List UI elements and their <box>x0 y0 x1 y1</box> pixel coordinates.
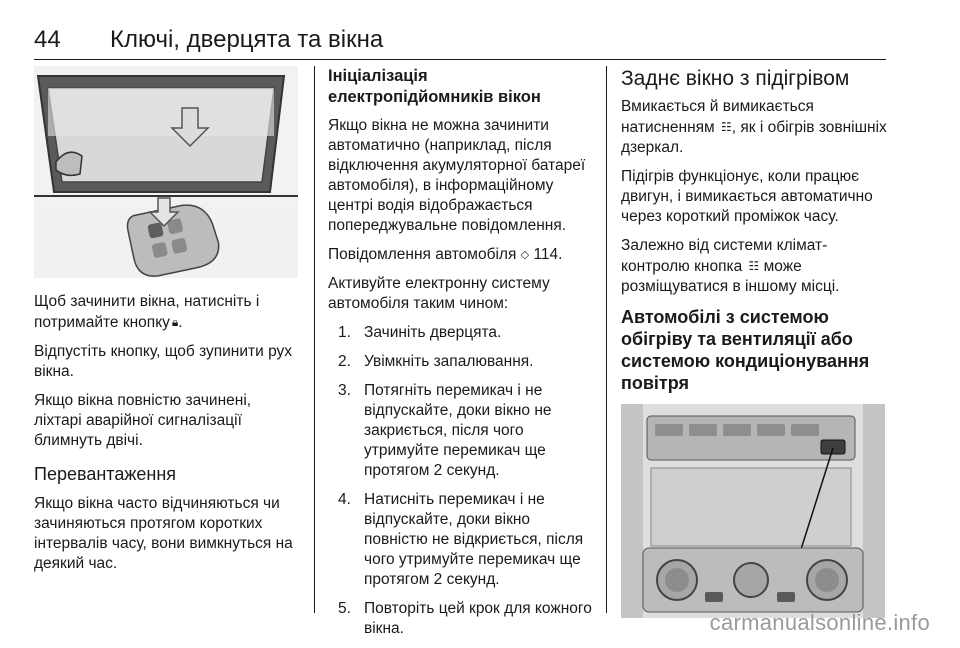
page-ref-link[interactable]: 114. <box>533 246 563 263</box>
steps-list <box>328 323 596 639</box>
page-header <box>34 26 886 54</box>
watermark: carmanualsonline.info <box>709 610 930 635</box>
list-item: 2. Увімкніть запалювання. <box>338 353 534 370</box>
column-left <box>34 66 302 583</box>
paragraph-activate-system: Активуйте електронну систему автомобіля таким чином: <box>328 275 550 312</box>
column-right <box>621 66 893 618</box>
page-ref-arrow-icon: ◇ <box>520 249 530 261</box>
lock-key-icon: 🔒︎ <box>171 315 179 329</box>
list-item: 5. Повторіть цей крок для кожного вікна. <box>338 600 592 637</box>
column-middle <box>328 66 596 648</box>
list-item: 4. Натисніть перемикач і не відпускайте, доки вікно повністю не відкриється, після чого утримуйте перемикач ще протягом 2 секунд. <box>338 491 584 588</box>
paragraph-init-warning: Якщо вікна не можна зачинити автоматично (наприклад, після відключення акумуляторної батареї автомобіля), в інформаційному центрі водія відображається попереджувальне повідомлення. <box>328 117 586 234</box>
heading-rear-window-heated: Заднє вікно з підігрівом <box>621 67 850 90</box>
heading-init-windows: Ініціалізація електропідйомників вікон <box>328 67 541 106</box>
column-divider-1 <box>314 66 315 613</box>
paragraph-hazard-lights: Якщо вікна повністю зачинені, ліхтарі аварійної сигналізації блимнуть двічі. <box>34 392 252 449</box>
header-rule <box>34 59 886 60</box>
paragraph-vehicle-messages: Повідомлення автомобіля ◇ 114. <box>328 246 563 263</box>
paragraph-release-button: Відпустіть кнопку, щоб зупинити рух вікна. <box>34 343 293 380</box>
rear-defrost-icon: ☷ <box>748 259 760 273</box>
heading-overload: Перевантаження <box>34 464 177 484</box>
paragraph-rear-toggle: Вмикається й вимикається натисненням ☷, як і обігрів зовнішніх дзеркал. <box>621 98 887 156</box>
page-title: Ключі, дверцята та вікна <box>110 26 384 53</box>
car-window-key-illustration <box>34 66 298 278</box>
paragraph-overload: Якщо вікна часто відчиняються чи зачиняються протягом коротких інтервалів часу, вони вимкнуться на деякий час. <box>34 495 293 572</box>
column-divider-2 <box>606 66 607 613</box>
paragraph-rear-location: Залежно від системи клімат-контролю кнопка ☷ може розміщуватися в іншому місці. <box>621 237 840 295</box>
rear-defrost-icon: ☷ <box>721 120 732 134</box>
paragraph-rear-works: Підігрів функціонує, коли працює двигун, і вимикається автоматично через короткий проміжок часу. <box>621 168 873 225</box>
heading-climate-vehicles: Автомобілі з системою обігріву та вентиляції або системою кондиціонування повітря <box>621 307 870 393</box>
list-item: 3. Потягніть перемикач і не відпускайте, доки вікно не закриється, після чого утримуйте перемикач ще протягом 2 секунд. <box>338 382 552 479</box>
paragraph-close-windows: Щоб зачинити вікна, натисніть і потримайте кнопку 🔒︎. <box>34 293 260 331</box>
page-number: 44 <box>34 26 61 53</box>
list-item: 1. Зачиніть дверцята. <box>338 324 502 341</box>
climate-panel-illustration <box>621 404 885 618</box>
